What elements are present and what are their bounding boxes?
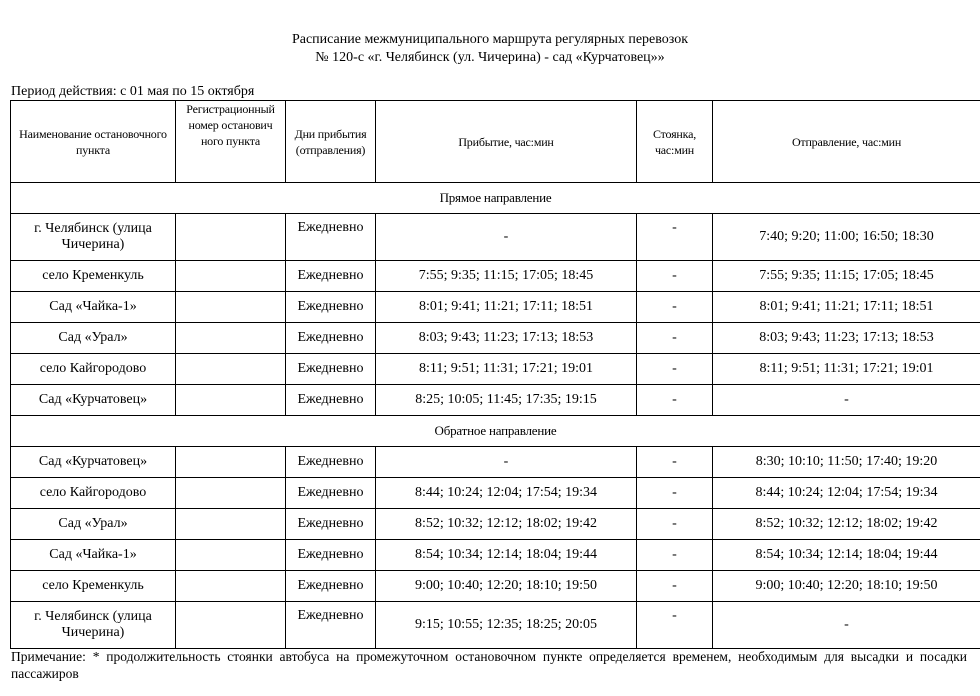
forward-stop-row <box>11 354 980 385</box>
cell-stop-name: Сад «Чайка-1» <box>11 540 176 571</box>
cell-stop-name: село Кременкуль <box>11 261 176 292</box>
cell-stopover: - <box>637 571 713 602</box>
cell-reg-number <box>176 571 286 602</box>
document-title-line2: № 120-с «г. Челябинск (ул. Чичерина) - сад «Курчатовец»» <box>315 50 665 65</box>
forward-direction-header <box>11 183 980 214</box>
cell-reg-number <box>176 323 286 354</box>
cell-stop-name: село Кременкуль <box>11 571 176 602</box>
cell-departure: - <box>713 385 980 416</box>
document-title-line1: Расписание межмуниципального маршрута регулярных перевозок <box>291 32 689 47</box>
cell-stop-name: Сад «Урал» <box>11 323 176 354</box>
reverse-stop-row <box>11 478 980 509</box>
forward-stop-row <box>11 292 980 323</box>
cell-stop-name: село Кайгородово <box>11 478 176 509</box>
cell-reg-number <box>176 540 286 571</box>
header-reg-number: Регистрационный номер останович ного пункта <box>176 101 286 183</box>
cell-days: Ежедневно <box>286 509 376 540</box>
cell-days: Ежедневно <box>286 214 376 261</box>
reverse-stop-row <box>11 571 980 602</box>
cell-arrival: 8:03; 9:43; 11:23; 17:13; 18:53 <box>376 323 637 354</box>
cell-departure: 7:40; 9:20; 11:00; 16:50; 18:30 <box>713 214 980 261</box>
forward-stop-row <box>11 214 980 261</box>
cell-departure: 8:30; 10:10; 11:50; 17:40; 19:20 <box>713 447 980 478</box>
cell-reg-number <box>176 292 286 323</box>
cell-arrival: 8:52; 10:32; 12:12; 18:02; 19:42 <box>376 509 637 540</box>
cell-stop-name: село Кайгородово <box>11 354 176 385</box>
cell-days: Ежедневно <box>286 571 376 602</box>
forward-direction-header-label: Прямое направление <box>11 183 980 214</box>
cell-arrival: 9:00; 10:40; 12:20; 18:10; 19:50 <box>376 571 637 602</box>
footnote: Примечание: * продолжительность стоянки автобуса на промежуточном остановочном пункте определяется временем, необходимым для высадки и посадки пассажиров <box>11 649 967 681</box>
cell-days: Ежедневно <box>286 602 376 649</box>
cell-stopover: - <box>637 447 713 478</box>
cell-days: Ежедневно <box>286 354 376 385</box>
cell-reg-number <box>176 214 286 261</box>
cell-stopover: - <box>637 540 713 571</box>
cell-stopover: - <box>637 261 713 292</box>
cell-stop-name: г. Челябинск (улица Чичерина) <box>11 214 176 261</box>
header-departure: Отправление, час:мин <box>713 101 980 183</box>
cell-stop-name: Сад «Урал» <box>11 509 176 540</box>
cell-reg-number <box>176 478 286 509</box>
reverse-direction-header-label: Обратное направление <box>11 416 980 447</box>
reverse-stop-row <box>11 602 980 649</box>
cell-arrival: - <box>376 214 637 261</box>
cell-arrival: 8:25; 10:05; 11:45; 17:35; 19:15 <box>376 385 637 416</box>
header-row <box>11 101 980 183</box>
cell-departure: 8:11; 9:51; 11:31; 17:21; 19:01 <box>713 354 980 385</box>
cell-departure: 7:55; 9:35; 11:15; 17:05; 18:45 <box>713 261 980 292</box>
forward-stop-row <box>11 385 980 416</box>
cell-stopover: - <box>637 292 713 323</box>
cell-arrival: 7:55; 9:35; 11:15; 17:05; 18:45 <box>376 261 637 292</box>
reverse-stop-row <box>11 540 980 571</box>
cell-reg-number <box>176 602 286 649</box>
cell-stop-name: Сад «Курчатовец» <box>11 447 176 478</box>
reverse-stop-row <box>11 509 980 540</box>
reverse-stop-row <box>11 447 980 478</box>
cell-departure: 8:52; 10:32; 12:12; 18:02; 19:42 <box>713 509 980 540</box>
header-stopover: Стоянка, час:мин <box>637 101 713 183</box>
cell-stopover: - <box>637 478 713 509</box>
schedule-table-body <box>11 101 980 649</box>
cell-departure: 8:03; 9:43; 11:23; 17:13; 18:53 <box>713 323 980 354</box>
cell-arrival: 8:01; 9:41; 11:21; 17:11; 18:51 <box>376 292 637 323</box>
cell-reg-number <box>176 509 286 540</box>
cell-stopover: - <box>637 509 713 540</box>
cell-arrival: 8:54; 10:34; 12:14; 18:04; 19:44 <box>376 540 637 571</box>
forward-stop-row <box>11 323 980 354</box>
cell-days: Ежедневно <box>286 540 376 571</box>
schedule-table <box>10 100 980 649</box>
header-stop-name: Наименование остановочного пункта <box>11 101 176 183</box>
cell-stopover: - <box>637 354 713 385</box>
cell-reg-number <box>176 354 286 385</box>
cell-days: Ежедневно <box>286 478 376 509</box>
cell-reg-number <box>176 447 286 478</box>
cell-stopover: - <box>637 214 713 261</box>
validity-period: Период действия: с 01 мая по 15 октября <box>11 84 255 99</box>
cell-reg-number <box>176 385 286 416</box>
cell-days: Ежедневно <box>286 447 376 478</box>
cell-departure: - <box>713 602 980 649</box>
cell-arrival: 8:11; 9:51; 11:31; 17:21; 19:01 <box>376 354 637 385</box>
cell-arrival: 8:44; 10:24; 12:04; 17:54; 19:34 <box>376 478 637 509</box>
cell-stopover: - <box>637 385 713 416</box>
cell-stop-name: Сад «Чайка-1» <box>11 292 176 323</box>
cell-stopover: - <box>637 323 713 354</box>
header-arrival: Прибытие, час:мин <box>376 101 637 183</box>
cell-days: Ежедневно <box>286 261 376 292</box>
cell-stop-name: Сад «Курчатовец» <box>11 385 176 416</box>
cell-departure: 9:00; 10:40; 12:20; 18:10; 19:50 <box>713 571 980 602</box>
cell-days: Ежедневно <box>286 385 376 416</box>
cell-arrival: - <box>376 447 637 478</box>
cell-departure: 8:01; 9:41; 11:21; 17:11; 18:51 <box>713 292 980 323</box>
cell-days: Ежедневно <box>286 323 376 354</box>
cell-reg-number <box>176 261 286 292</box>
cell-departure: 8:44; 10:24; 12:04; 17:54; 19:34 <box>713 478 980 509</box>
cell-stop-name: г. Челябинск (улица Чичерина) <box>11 602 176 649</box>
cell-arrival: 9:15; 10:55; 12:35; 18:25; 20:05 <box>376 602 637 649</box>
header-days: Дни прибытия (отправления) <box>286 101 376 183</box>
cell-stopover: - <box>637 602 713 649</box>
forward-stop-row <box>11 261 980 292</box>
cell-departure: 8:54; 10:34; 12:14; 18:04; 19:44 <box>713 540 980 571</box>
cell-days: Ежедневно <box>286 292 376 323</box>
reverse-direction-header <box>11 416 980 447</box>
